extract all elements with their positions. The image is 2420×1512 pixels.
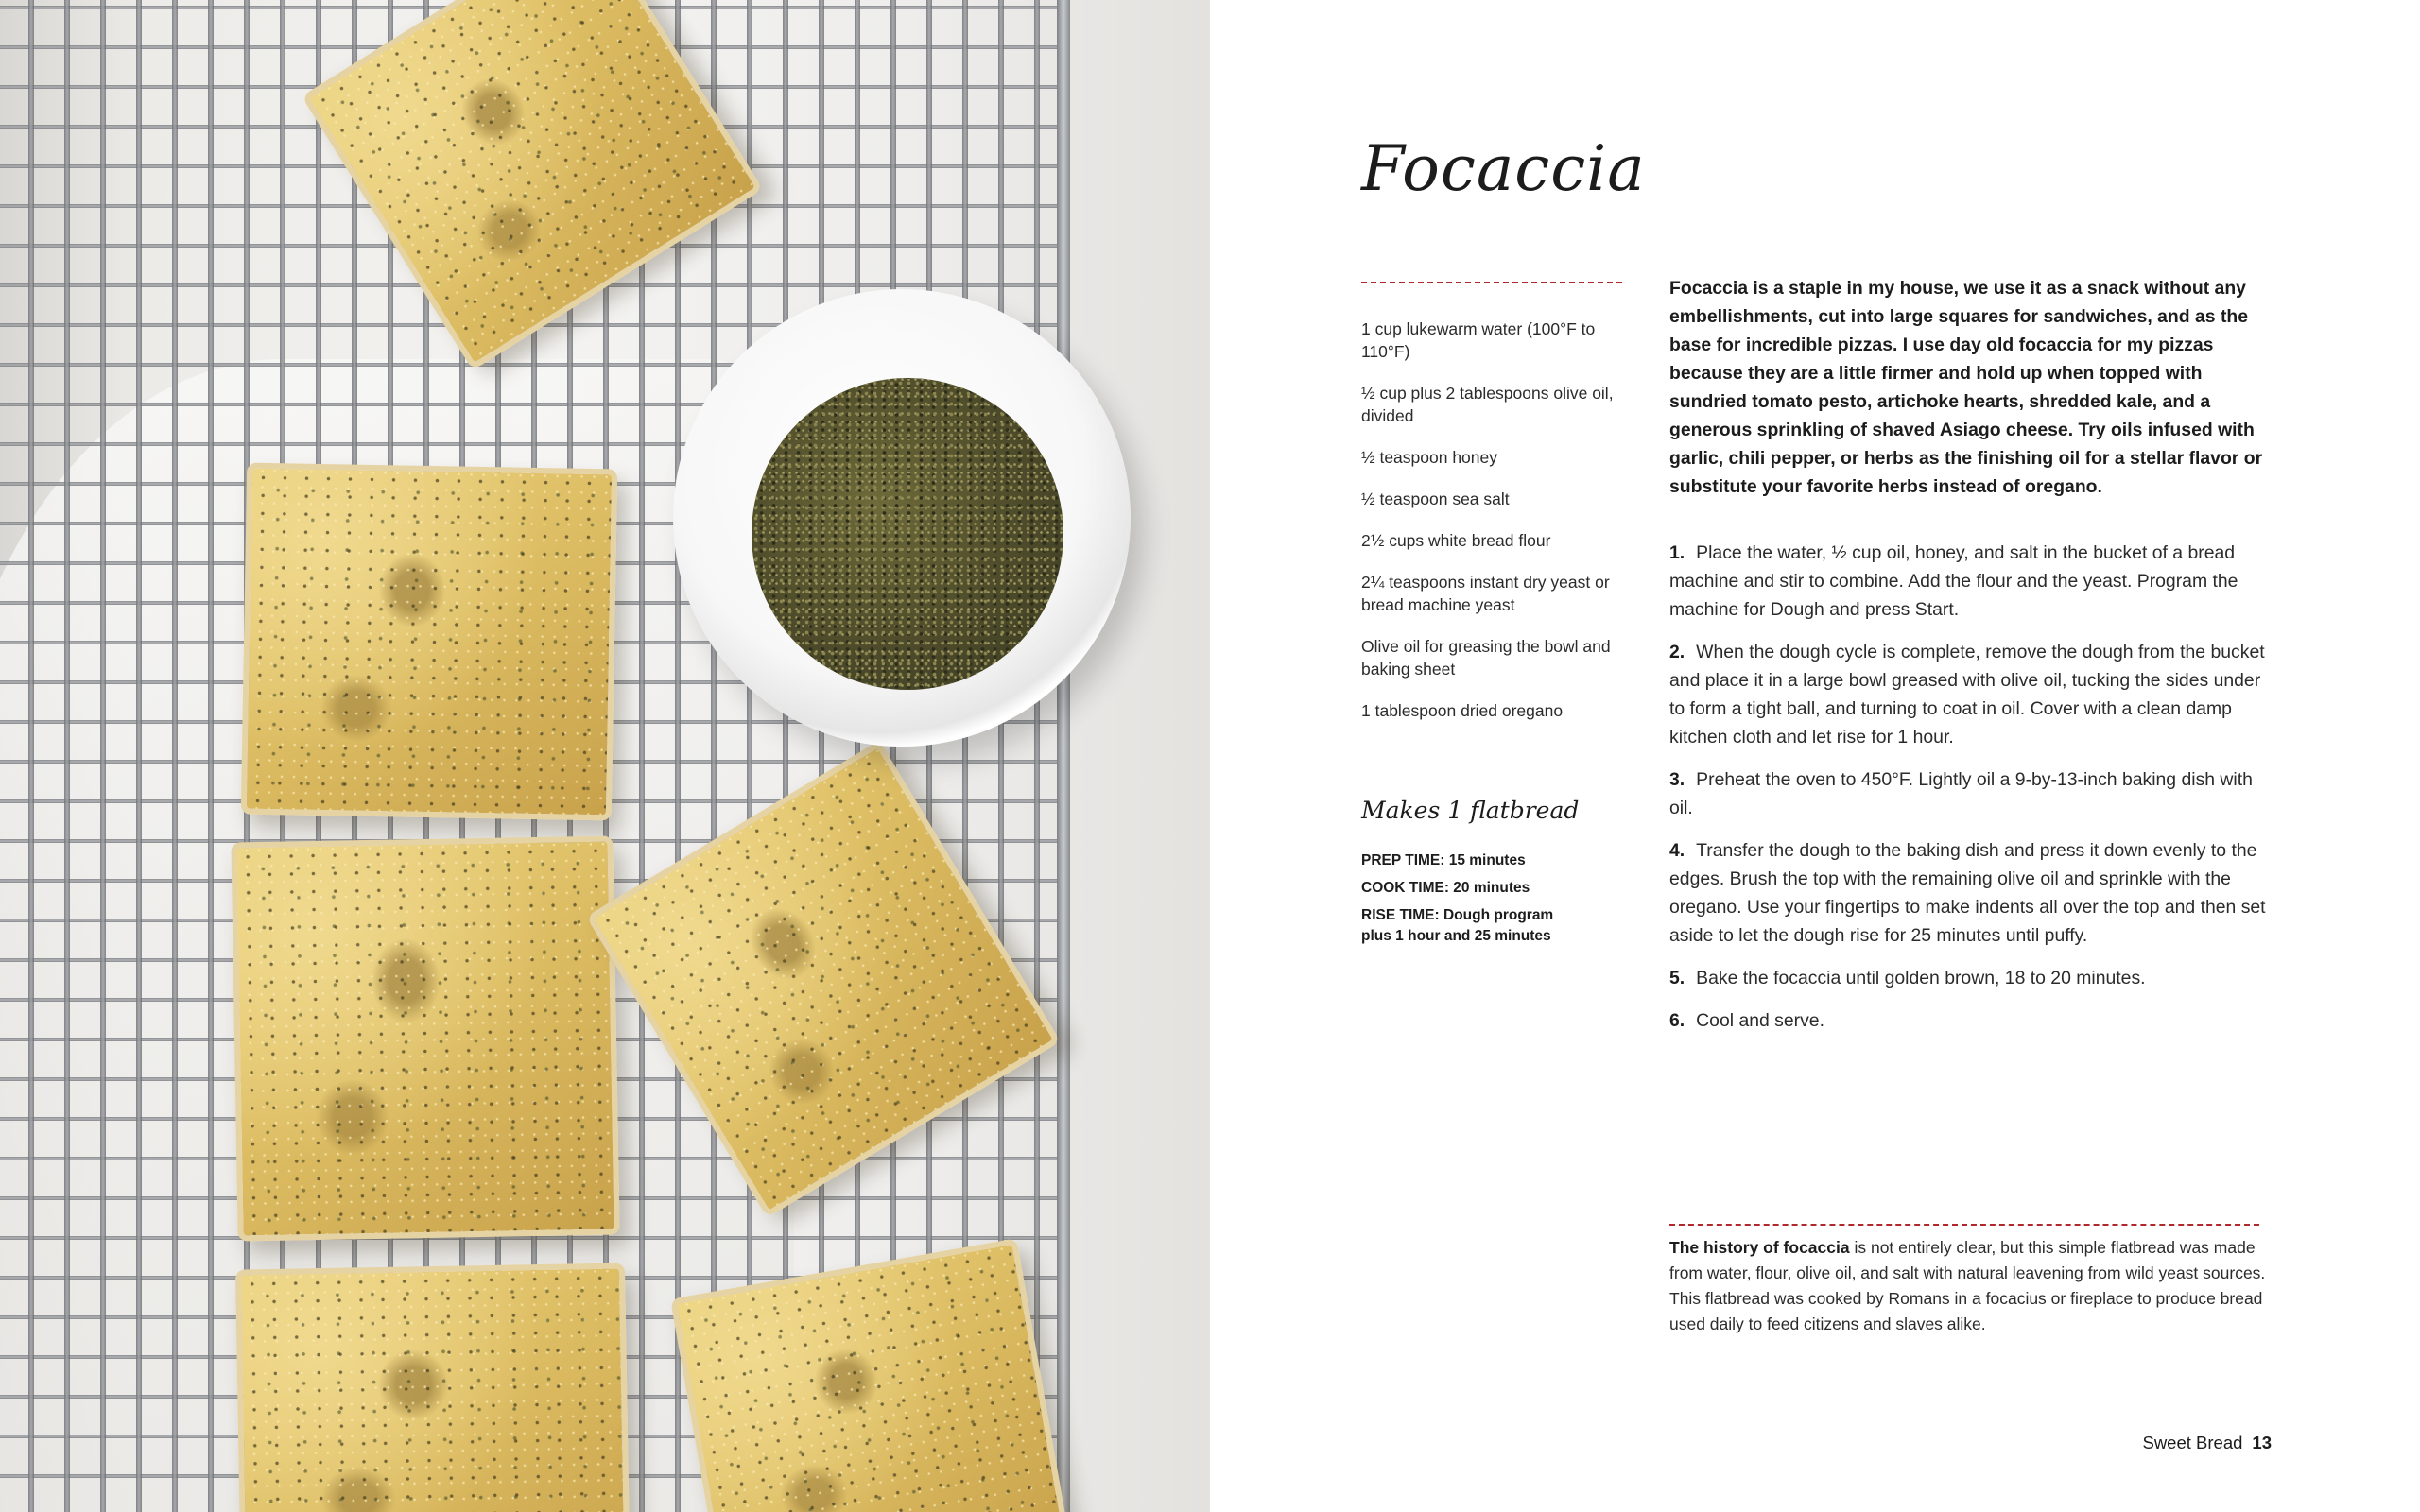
step-number: 6. — [1669, 1010, 1685, 1031]
step-text: Transfer the dough to the baking dish and press it down evenly to the edges. Brush the top with the remaining olive oil and sprinkle with the oregano. Use your fingertips to make indents all over the top and then set aside to let the dough rise for 25 minutes until puffy. — [1669, 840, 2266, 946]
ingredient-item: 1 tablespoon dried oregano — [1361, 701, 1564, 720]
focaccia-square — [235, 1263, 631, 1512]
method-step — [1669, 1006, 2278, 1035]
focaccia-square — [241, 463, 617, 821]
ingredient-item: 1 cup lukewarm water (100°F to 110°F) — [1361, 319, 1596, 361]
dried-oregano — [752, 378, 1063, 690]
step-number: 3. — [1669, 769, 1685, 790]
step-text: When the dough cycle is complete, remove the dough from the bucket and place it in a large bowl greased with olive oil, tucking the sides under to form a tight ball, and turning to coat in oil. Cover with a clean damp kitchen cloth and let rise for 1 hour. — [1669, 642, 2265, 747]
ingredient-item: ½ teaspoon sea salt — [1361, 490, 1510, 508]
history-text: is not entirely clear, but this simple flatbread was made from water, flour, olive oil, and salt with natural leavening from wild yeast sources. This flatbread was cooked by Romans in a focacius or fireplace to produce bread used daily to feed citizens and slaves alike. — [1669, 1238, 2266, 1333]
recipe-title: Focaccia — [1361, 132, 1646, 205]
method-step — [1669, 836, 2278, 950]
recipe-times — [1361, 850, 1579, 954]
method-step — [1669, 765, 2278, 822]
step-text: Bake the focaccia until golden brown, 18 to 20 minutes. — [1696, 968, 2146, 988]
focaccia-square — [231, 836, 619, 1242]
history-divider — [1669, 1224, 2259, 1226]
ingredient-list — [1361, 318, 1616, 741]
step-text: Place the water, ½ cup oil, honey, and salt in the bucket of a bread machine and stir to combine. Add the flour and the yeast. Program the machine for Dough and press Start. — [1669, 542, 2238, 620]
step-number: 4. — [1669, 840, 1685, 861]
ingredient-item: ½ cup plus 2 tablespoons olive oil, divided — [1361, 384, 1614, 425]
ingredient-item: 2½ cups white bread flour — [1361, 531, 1551, 550]
recipe-intro: Focaccia is a staple in my house, we use it as a snack without any embellishments, cut into large squares for sandwiches, and as the base for incredible pizzas. I use day old focaccia for my pizzas because they are a little firmer and hold up when topped with sundried tomato pesto, artichoke hearts, shredded kale, and a generous sprinkling of shaved Asiago cheese. Try oils infused with garlic, chili pepper, or herbs as the finishing oil for a stellar flavor or substitute your favorite herbs instead of oregano. — [1669, 278, 2263, 497]
history-lead: The history of focaccia — [1669, 1238, 1850, 1257]
cook-time: COOK TIME: 20 minutes — [1361, 880, 1530, 896]
rise-time: RISE TIME: Dough program plus 1 hour and 25 minutes — [1361, 907, 1554, 944]
method-step — [1669, 638, 2278, 751]
step-number: 2. — [1669, 642, 1685, 662]
step-number: 5. — [1669, 968, 1685, 988]
ingredient-item: Olive oil for greasing the bowl and baking sheet — [1361, 637, 1611, 679]
ingredient-item: ½ teaspoon honey — [1361, 448, 1498, 467]
step-text: Preheat the oven to 450°F. Lightly oil a 9-by-13-inch baking dish with oil. — [1669, 769, 2253, 818]
history-note — [1669, 1235, 2278, 1337]
cooling-rack-edge — [1057, 0, 1070, 1512]
ingredients-divider — [1361, 282, 1622, 284]
ingredient-item: 2¼ teaspoons instant dry yeast or bread machine yeast — [1361, 573, 1610, 614]
page-footer — [2142, 1433, 2272, 1453]
section-name: Sweet Bread — [2142, 1433, 2243, 1452]
step-text: Cool and serve. — [1696, 1010, 1824, 1031]
page-number: 13 — [2252, 1433, 2272, 1452]
method-steps — [1669, 539, 2278, 1049]
method-step — [1669, 539, 2278, 624]
prep-time: PREP TIME: 15 minutes — [1361, 852, 1526, 868]
method-step — [1669, 964, 2278, 992]
recipe-yield: Makes 1 flatbread — [1361, 797, 1580, 824]
step-number: 1. — [1669, 542, 1685, 563]
